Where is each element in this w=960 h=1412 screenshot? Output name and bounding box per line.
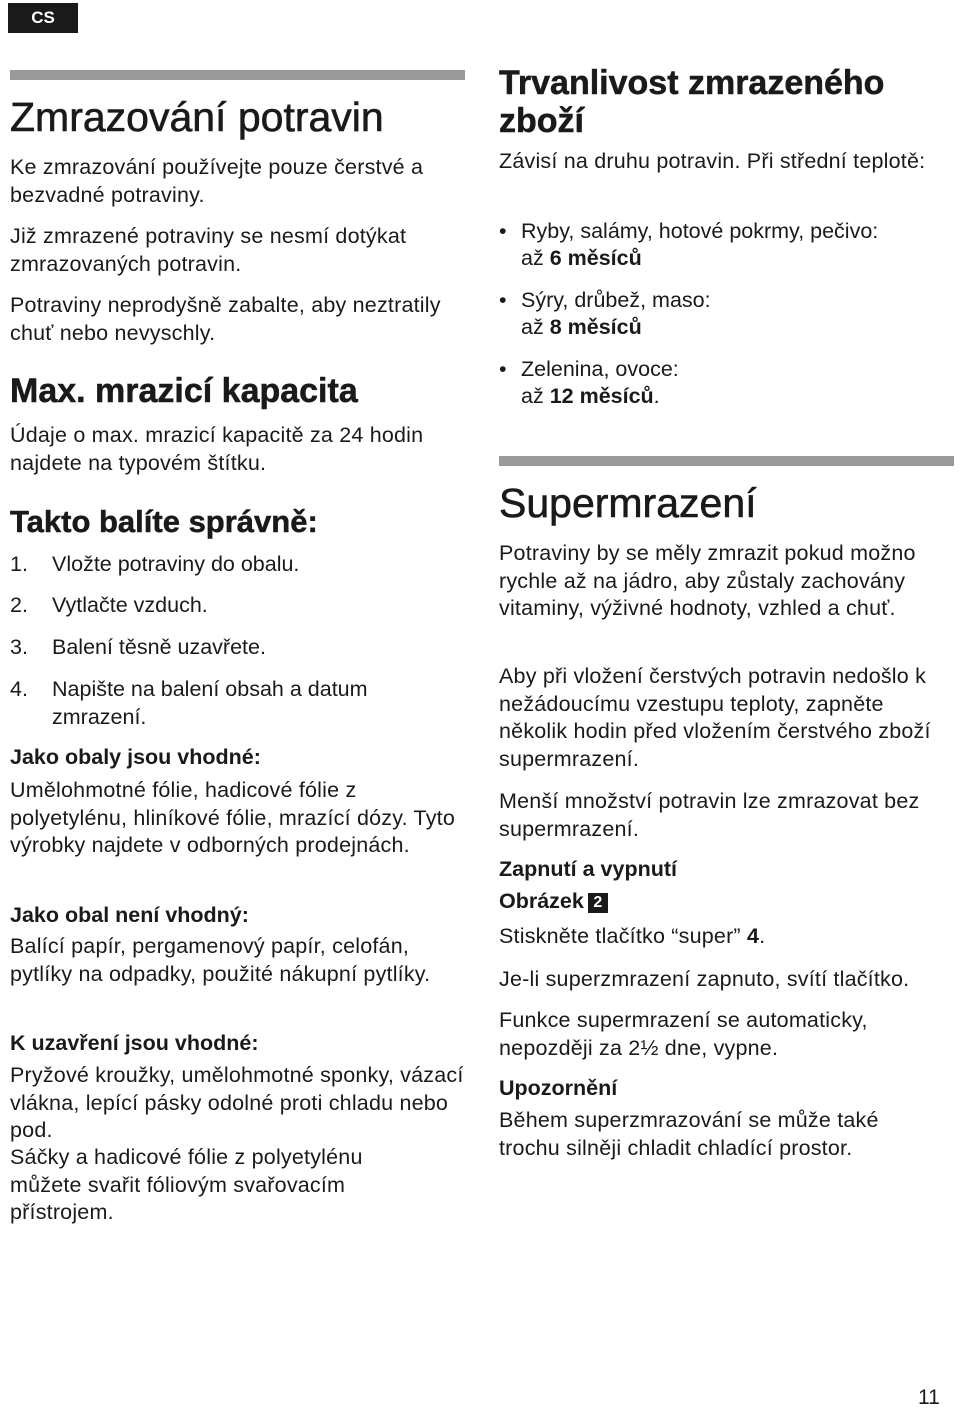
step-text: Balení těsně uzavřete. (52, 635, 266, 659)
intro-paragraph: Ke zmrazování používejte pouze čerstvé a bezvadné potraviny. (10, 155, 424, 207)
shelf-life-heading: Trvanlivost zmrazeného zboží (499, 64, 885, 140)
shelf-life-prefix: až (521, 384, 550, 408)
shelf-life-prefix: až (521, 315, 550, 339)
super-freeze-paragraph: Aby při vložení čerstvých potravin nedošlo k nežádoucímu vzestupu teploty, zapněte několik hodin před vložením čerstvého zboží supermrazení. (499, 664, 931, 771)
closing-heading: K uzavření jsou vhodné: (10, 1031, 259, 1055)
shelf-life-label: Sýry, drůbež, maso: (521, 288, 711, 312)
step-text: Napište na balení obsah a datum zmrazení. (52, 677, 368, 729)
figure-label: Obrázek (499, 889, 584, 913)
language-badge: CS (8, 3, 78, 33)
warning-text: Během superzmrazování se může také trochu silněji chladit chladící prostor. (499, 1108, 879, 1160)
shelf-life-item (499, 356, 960, 410)
unsuitable-heading: Jako obal není vhodný: (10, 903, 249, 927)
step-number: 1. (10, 552, 28, 576)
button-lit-text: Je-li superzmrazení zapnuto, svítí tlačítko. (499, 967, 910, 991)
shelf-life-item (499, 287, 960, 341)
capacity-text: Údaje o max. mrazicí kapacitě za 24 hodin najdete na typovém štítku. (10, 423, 424, 475)
packing-step (10, 676, 465, 731)
step-number: 2. (10, 593, 28, 617)
shelf-life-suffix: . (653, 384, 660, 408)
warning-heading: Upozornění (499, 1076, 618, 1100)
super-freeze-paragraph: Menší množství potravin lze zmrazovat bez supermrazení. (499, 789, 920, 841)
press-instruction (499, 923, 954, 951)
section-rule (499, 456, 954, 466)
super-freeze-paragraph: Potraviny by se měly zmrazit pokud možno rychle až na jádro, aby zůstaly zachovány vitaminy, výživné hodnoty, vzhled a chuť. (499, 541, 916, 620)
closing-text: Pryžové kroužky, umělohmotné sponky, vázací vlákna, lepící pásky odolné proti chladu nebo pod. (10, 1063, 464, 1142)
on-off-heading: Zapnutí a vypnutí (499, 857, 677, 881)
packing-heading: Takto balíte správně: (10, 504, 318, 539)
page-number: 11 (918, 1386, 940, 1409)
button-reference: 4 (746, 924, 760, 948)
auto-off-text: Funkce supermrazení se automaticky, nepozději za 2½ dne, vypne. (499, 1008, 868, 1060)
shelf-life-value: 6 měsíců (549, 246, 642, 270)
step-number: 4. (10, 677, 28, 701)
step-text: Vytlačte vzduch. (52, 593, 208, 617)
figure-reference (499, 888, 939, 915)
shelf-life-label: Zelenina, ovoce: (521, 357, 679, 381)
page-title: Zmrazování potravin (10, 94, 384, 140)
step-number: 3. (10, 635, 28, 659)
shelf-life-value: 12 měsíců (549, 384, 654, 408)
suitable-heading: Jako obaly jsou vhodné: (10, 745, 261, 769)
packing-step (10, 551, 465, 579)
intro-paragraph: Již zmrazené potraviny se nesmí dotýkat zmrazovaných potravin. (10, 224, 407, 276)
capacity-heading: Max. mrazicí kapacita (10, 372, 358, 410)
closing-text-2: Sáčky a hadicové fólie z polyetylénu můžete svařit fóliovým svařovacím přístrojem. (10, 1145, 363, 1224)
section-rule (10, 70, 465, 80)
press-end: . (759, 924, 766, 948)
step-text: Vložte potraviny do obalu. (52, 552, 300, 576)
press-text: Stiskněte tlačítko “super” (499, 924, 747, 948)
figure-number-badge: 2 (588, 893, 608, 913)
super-freeze-heading: Supermrazení (499, 480, 757, 526)
shelf-life-value: 8 měsíců (549, 315, 642, 339)
packing-step (10, 634, 465, 662)
shelf-life-intro: Závisí na druhu potravin. Při střední teplotě: (499, 149, 926, 173)
intro-paragraph: Potraviny neprodyšně zabalte, aby neztratily chuť nebo nevyschly. (10, 293, 441, 345)
shelf-life-label: Ryby, salámy, hotové pokrmy, pečivo: (521, 219, 879, 243)
unsuitable-text: Balící papír, pergamenový papír, celofán, pytlíky na odpadky, použité nákupní pytlíky. (10, 934, 431, 986)
shelf-life-prefix: až (521, 246, 550, 270)
suitable-text: Umělohmotné fólie, hadicové fólie z polyetylénu, hliníkové fólie, mrazící dózy. Tyto výrobky najdete v odborných prodejnách. (10, 778, 455, 857)
shelf-life-item (499, 218, 960, 272)
packing-step (10, 592, 465, 620)
